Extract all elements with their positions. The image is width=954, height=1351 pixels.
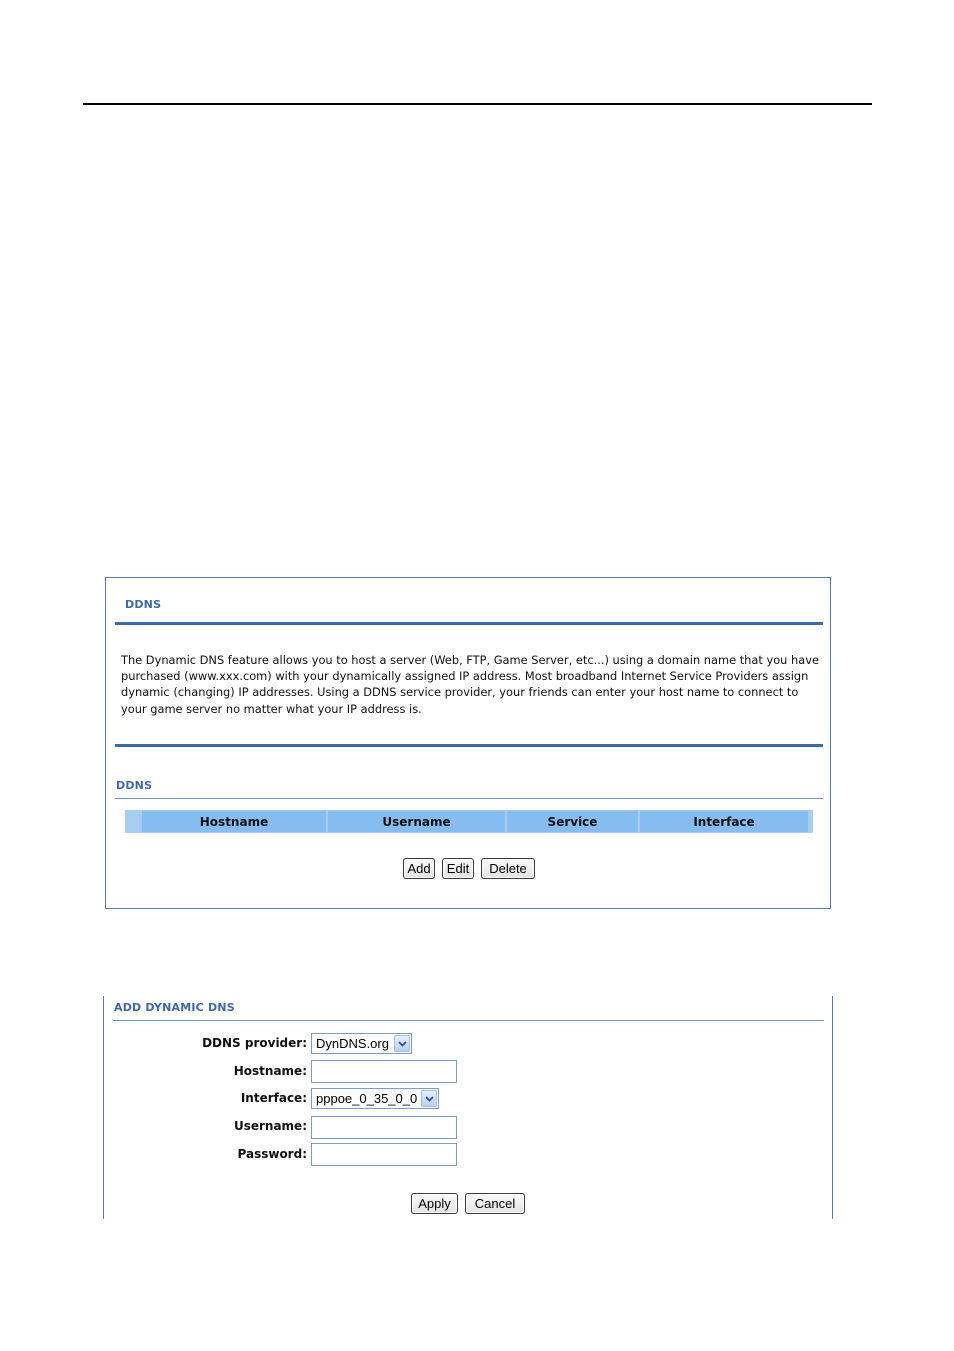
ddns-provider-select[interactable] [311,1033,412,1054]
hostname-label: Hostname: [233,1064,307,1078]
ddns-table-title: DDNS [116,779,153,792]
apply-button[interactable]: Apply [411,1193,458,1214]
ddns-panel [105,577,831,909]
ddns-table-header [125,810,813,833]
username-label: Username: [233,1119,307,1133]
add-ddns-title: ADD DYNAMIC DNS [114,1001,235,1014]
password-label: Password: [237,1147,307,1161]
add-dynamic-dns-panel [103,996,833,1219]
password-input[interactable] [311,1143,457,1166]
column-header-interface: Interface [640,811,808,832]
chevron-down-icon[interactable] [394,1035,410,1052]
column-header-username: Username [328,811,505,832]
hostname-input[interactable] [311,1060,457,1083]
ddns-description: The Dynamic DNS feature allows you to host a server (Web, FTP, Game Server, etc...) using a domain name that you have purchased (www.xxx.com) with your dynamically assigned IP address. Most broadband Internet Service Providers assign dynamic (changing) IP addresses. Using a DDNS service provider, your friends can enter your host name to connect to your game server no matter what your IP address is. [121,653,819,716]
page-top-rule [83,103,872,105]
add-button[interactable]: Add [403,858,435,879]
interface-select[interactable] [311,1088,439,1109]
add-ddns-divider [113,1020,824,1021]
ddns-provider-value: DynDNS.org [316,1036,389,1051]
ddns-table-divider [115,798,823,799]
ddns-provider-label: DDNS provider: [202,1036,307,1050]
chevron-down-icon[interactable] [421,1090,437,1107]
interface-label: Interface: [240,1091,307,1105]
cancel-button[interactable]: Cancel [465,1193,525,1214]
ddns-panel-bottom-border [106,908,830,909]
ddns-description-divider [115,744,823,747]
edit-button[interactable]: Edit [442,858,474,879]
column-header-hostname: Hostname [142,811,326,832]
delete-button[interactable]: Delete [481,858,535,879]
username-input[interactable] [311,1116,457,1139]
interface-value: pppoe_0_35_0_0 [316,1091,418,1106]
ddns-title-divider [115,622,823,625]
ddns-section-title: DDNS [125,598,162,611]
column-header-service: Service [507,811,638,832]
